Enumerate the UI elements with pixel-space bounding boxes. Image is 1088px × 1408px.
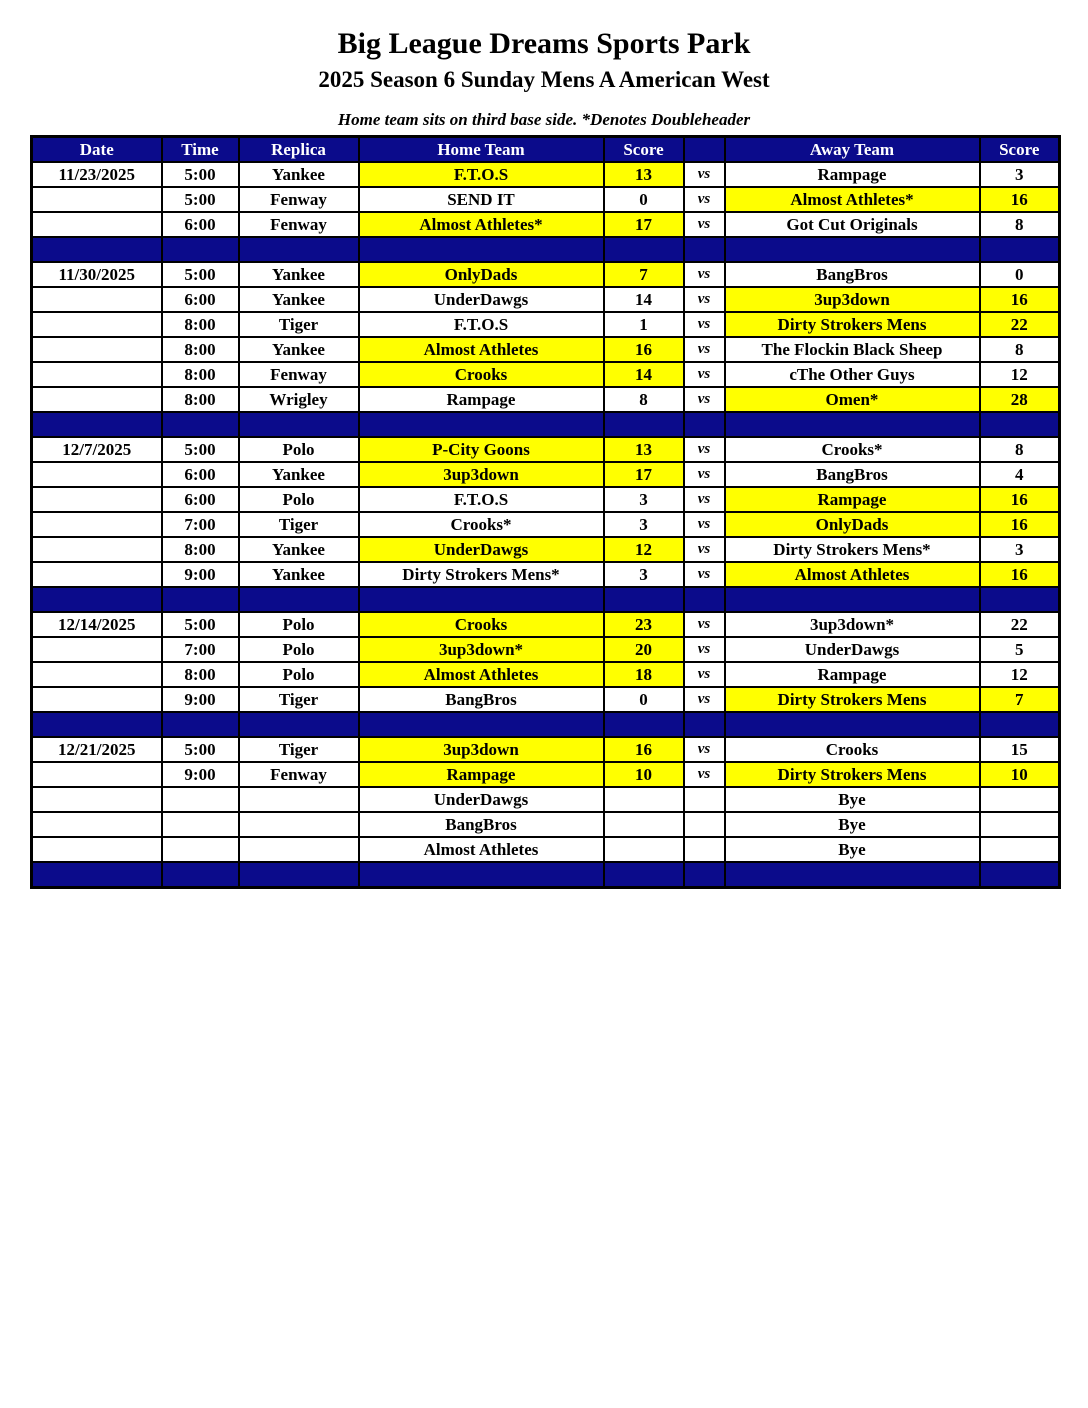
home-score-cell: 3	[604, 562, 684, 587]
separator-cell	[604, 587, 684, 612]
vs-cell: vs	[684, 262, 725, 287]
vs-cell	[684, 812, 725, 837]
separator-cell	[684, 712, 725, 737]
separator-cell	[359, 712, 604, 737]
home-score-cell: 12	[604, 537, 684, 562]
away-score-cell: 28	[980, 387, 1060, 412]
away-team-cell: 3up3down*	[725, 612, 980, 637]
game-row	[32, 637, 1060, 662]
separator-cell	[980, 587, 1060, 612]
away-team-cell: Rampage	[725, 487, 980, 512]
home-team-cell: UnderDawgs	[359, 787, 604, 812]
away-score-cell	[980, 837, 1060, 862]
game-row	[32, 612, 1060, 637]
schedule-table-body	[32, 162, 1060, 888]
game-row	[32, 312, 1060, 337]
vs-cell	[684, 787, 725, 812]
home-score-cell: 16	[604, 337, 684, 362]
home-score-cell: 16	[604, 737, 684, 762]
away-score-cell: 8	[980, 212, 1060, 237]
away-team-cell: Bye	[725, 812, 980, 837]
time-cell: 7:00	[162, 512, 239, 537]
replica-cell: Yankee	[239, 537, 359, 562]
separator-row	[32, 862, 1060, 888]
away-team-cell: OnlyDads	[725, 512, 980, 537]
time-cell: 6:00	[162, 212, 239, 237]
away-team-cell: cThe Other Guys	[725, 362, 980, 387]
separator-row	[32, 712, 1060, 737]
home-score-cell: 3	[604, 512, 684, 537]
time-cell: 9:00	[162, 562, 239, 587]
separator-row	[32, 587, 1060, 612]
away-team-cell: Bye	[725, 837, 980, 862]
date-cell	[32, 637, 162, 662]
home-team-cell: Almost Athletes*	[359, 212, 604, 237]
schedule-table-header	[32, 137, 1060, 163]
replica-cell: Polo	[239, 662, 359, 687]
column-header-date: Date	[32, 137, 162, 163]
home-score-cell: 17	[604, 212, 684, 237]
date-cell: 12/14/2025	[32, 612, 162, 637]
home-team-cell: Crooks*	[359, 512, 604, 537]
vs-cell: vs	[684, 337, 725, 362]
date-cell	[32, 387, 162, 412]
separator-cell	[32, 237, 162, 262]
away-score-cell: 22	[980, 612, 1060, 637]
replica-cell: Tiger	[239, 687, 359, 712]
home-score-cell: 14	[604, 362, 684, 387]
separator-cell	[162, 237, 239, 262]
replica-cell: Tiger	[239, 512, 359, 537]
replica-cell: Yankee	[239, 462, 359, 487]
vs-cell: vs	[684, 737, 725, 762]
game-row	[32, 337, 1060, 362]
away-score-cell: 5	[980, 637, 1060, 662]
separator-cell	[725, 587, 980, 612]
bye-row	[32, 812, 1060, 837]
replica-cell	[239, 837, 359, 862]
time-cell: 9:00	[162, 687, 239, 712]
home-score-cell: 10	[604, 762, 684, 787]
game-row	[32, 762, 1060, 787]
date-cell	[32, 787, 162, 812]
away-team-cell: Crooks*	[725, 437, 980, 462]
home-score-cell: 8	[604, 387, 684, 412]
vs-cell: vs	[684, 687, 725, 712]
separator-cell	[604, 712, 684, 737]
page-title: Big League Dreams Sports Park	[337, 27, 751, 60]
home-score-cell: 23	[604, 612, 684, 637]
replica-cell: Yankee	[239, 337, 359, 362]
away-team-cell: Crooks	[725, 737, 980, 762]
game-row	[32, 462, 1060, 487]
date-cell	[32, 662, 162, 687]
time-cell	[162, 787, 239, 812]
home-team-cell: Almost Athletes	[359, 337, 604, 362]
game-row	[32, 687, 1060, 712]
separator-cell	[684, 587, 725, 612]
vs-cell: vs	[684, 637, 725, 662]
replica-cell: Polo	[239, 637, 359, 662]
separator-cell	[725, 862, 980, 888]
away-team-cell: Dirty Strokers Mens	[725, 762, 980, 787]
bye-row	[32, 837, 1060, 862]
replica-cell: Polo	[239, 612, 359, 637]
away-team-cell: Dirty Strokers Mens	[725, 312, 980, 337]
date-cell	[32, 687, 162, 712]
away-team-cell: UnderDawgs	[725, 637, 980, 662]
date-cell	[32, 537, 162, 562]
date-cell	[32, 212, 162, 237]
away-score-cell: 15	[980, 737, 1060, 762]
column-header-home-score: Score	[604, 137, 684, 163]
separator-cell	[239, 412, 359, 437]
away-team-cell: 3up3down	[725, 287, 980, 312]
separator-row	[32, 237, 1060, 262]
game-row	[32, 162, 1060, 187]
home-team-cell: UnderDawgs	[359, 537, 604, 562]
separator-cell	[239, 587, 359, 612]
away-score-cell: 22	[980, 312, 1060, 337]
away-team-cell: BangBros	[725, 262, 980, 287]
time-cell: 8:00	[162, 337, 239, 362]
vs-cell: vs	[684, 287, 725, 312]
separator-cell	[32, 862, 162, 888]
separator-cell	[162, 862, 239, 888]
away-score-cell: 10	[980, 762, 1060, 787]
home-team-cell: Almost Athletes	[359, 837, 604, 862]
time-cell: 8:00	[162, 387, 239, 412]
vs-cell: vs	[684, 312, 725, 337]
game-row	[32, 187, 1060, 212]
date-cell	[32, 337, 162, 362]
vs-cell: vs	[684, 437, 725, 462]
separator-cell	[980, 712, 1060, 737]
replica-cell: Polo	[239, 437, 359, 462]
separator-cell	[980, 862, 1060, 888]
date-cell	[32, 187, 162, 212]
date-cell	[32, 312, 162, 337]
time-cell: 7:00	[162, 637, 239, 662]
home-team-cell: SEND IT	[359, 187, 604, 212]
date-cell	[32, 362, 162, 387]
home-team-cell: F.T.O.S	[359, 162, 604, 187]
column-header-away-score: Score	[980, 137, 1060, 163]
game-row	[32, 387, 1060, 412]
replica-cell: Yankee	[239, 262, 359, 287]
replica-cell: Yankee	[239, 562, 359, 587]
time-cell: 5:00	[162, 262, 239, 287]
away-team-cell: Omen*	[725, 387, 980, 412]
time-cell: 8:00	[162, 312, 239, 337]
date-cell	[32, 837, 162, 862]
game-row	[32, 262, 1060, 287]
home-team-cell: F.T.O.S	[359, 312, 604, 337]
away-score-cell: 3	[980, 537, 1060, 562]
away-score-cell: 7	[980, 687, 1060, 712]
home-score-cell	[604, 812, 684, 837]
separator-cell	[980, 412, 1060, 437]
replica-cell	[239, 812, 359, 837]
separator-cell	[239, 862, 359, 888]
game-row	[32, 212, 1060, 237]
separator-cell	[684, 237, 725, 262]
vs-cell: vs	[684, 162, 725, 187]
separator-cell	[604, 237, 684, 262]
vs-cell: vs	[684, 612, 725, 637]
time-cell: 8:00	[162, 537, 239, 562]
replica-cell: Fenway	[239, 212, 359, 237]
separator-cell	[32, 587, 162, 612]
date-cell: 11/30/2025	[32, 262, 162, 287]
separator-cell	[162, 587, 239, 612]
replica-cell: Yankee	[239, 162, 359, 187]
away-team-cell: Dirty Strokers Mens*	[725, 537, 980, 562]
date-cell	[32, 562, 162, 587]
vs-cell: vs	[684, 662, 725, 687]
home-score-cell: 1	[604, 312, 684, 337]
separator-cell	[604, 412, 684, 437]
away-score-cell: 16	[980, 487, 1060, 512]
home-team-cell: OnlyDads	[359, 262, 604, 287]
home-team-cell: UnderDawgs	[359, 287, 604, 312]
replica-cell: Tiger	[239, 737, 359, 762]
away-team-cell: BangBros	[725, 462, 980, 487]
separator-cell	[604, 862, 684, 888]
page-note: Home team sits on third base side. *Denotes Doubleheader	[337, 110, 751, 129]
game-row	[32, 362, 1060, 387]
time-cell: 5:00	[162, 187, 239, 212]
replica-cell: Yankee	[239, 287, 359, 312]
game-row	[32, 662, 1060, 687]
home-team-cell: 3up3down*	[359, 637, 604, 662]
home-team-cell: Rampage	[359, 762, 604, 787]
home-team-cell: Crooks	[359, 362, 604, 387]
away-team-cell: Bye	[725, 787, 980, 812]
home-team-cell: BangBros	[359, 812, 604, 837]
date-cell	[32, 287, 162, 312]
away-score-cell	[980, 812, 1060, 837]
column-header-time: Time	[162, 137, 239, 163]
replica-cell: Wrigley	[239, 387, 359, 412]
date-cell	[32, 762, 162, 787]
time-cell: 6:00	[162, 287, 239, 312]
away-score-cell	[980, 787, 1060, 812]
time-cell: 5:00	[162, 162, 239, 187]
home-score-cell: 13	[604, 437, 684, 462]
vs-cell	[684, 837, 725, 862]
separator-cell	[32, 712, 162, 737]
home-team-cell: 3up3down	[359, 462, 604, 487]
home-score-cell: 20	[604, 637, 684, 662]
time-cell: 8:00	[162, 362, 239, 387]
schedule-table	[30, 135, 1061, 889]
home-score-cell: 18	[604, 662, 684, 687]
separator-cell	[162, 712, 239, 737]
home-score-cell: 7	[604, 262, 684, 287]
vs-cell: vs	[684, 512, 725, 537]
replica-cell	[239, 787, 359, 812]
time-cell	[162, 837, 239, 862]
away-team-cell: Almost Athletes	[725, 562, 980, 587]
separator-cell	[725, 412, 980, 437]
away-team-cell: Dirty Strokers Mens	[725, 687, 980, 712]
time-cell: 6:00	[162, 487, 239, 512]
separator-cell	[32, 412, 162, 437]
away-team-cell: Rampage	[725, 662, 980, 687]
home-score-cell: 3	[604, 487, 684, 512]
separator-cell	[359, 587, 604, 612]
time-cell: 5:00	[162, 437, 239, 462]
separator-cell	[684, 862, 725, 888]
home-score-cell: 0	[604, 687, 684, 712]
separator-cell	[239, 237, 359, 262]
replica-cell: Fenway	[239, 187, 359, 212]
separator-cell	[980, 237, 1060, 262]
away-score-cell: 16	[980, 512, 1060, 537]
time-cell: 5:00	[162, 612, 239, 637]
column-header-home-team: Home Team	[359, 137, 604, 163]
home-score-cell: 13	[604, 162, 684, 187]
vs-cell: vs	[684, 762, 725, 787]
date-cell: 12/21/2025	[32, 737, 162, 762]
replica-cell: Polo	[239, 487, 359, 512]
away-team-cell: Rampage	[725, 162, 980, 187]
date-cell	[32, 812, 162, 837]
vs-cell: vs	[684, 562, 725, 587]
away-score-cell: 8	[980, 437, 1060, 462]
separator-cell	[359, 862, 604, 888]
vs-cell: vs	[684, 212, 725, 237]
column-header-replica: Replica	[239, 137, 359, 163]
separator-cell	[725, 237, 980, 262]
date-cell	[32, 462, 162, 487]
vs-cell: vs	[684, 187, 725, 212]
separator-cell	[725, 712, 980, 737]
game-row	[32, 562, 1060, 587]
replica-cell: Fenway	[239, 762, 359, 787]
home-team-cell: Crooks	[359, 612, 604, 637]
away-score-cell: 16	[980, 287, 1060, 312]
home-score-cell: 14	[604, 287, 684, 312]
header-row	[32, 137, 1060, 163]
away-team-cell: The Flockin Black Sheep	[725, 337, 980, 362]
vs-cell: vs	[684, 362, 725, 387]
separator-cell	[684, 412, 725, 437]
game-row	[32, 287, 1060, 312]
time-cell: 6:00	[162, 462, 239, 487]
away-team-cell: Almost Athletes*	[725, 187, 980, 212]
date-cell: 11/23/2025	[32, 162, 162, 187]
column-header-vs	[684, 137, 725, 163]
home-team-cell: BangBros	[359, 687, 604, 712]
time-cell	[162, 812, 239, 837]
separator-cell	[359, 412, 604, 437]
home-team-cell: 3up3down	[359, 737, 604, 762]
date-cell: 12/7/2025	[32, 437, 162, 462]
away-score-cell: 3	[980, 162, 1060, 187]
away-score-cell: 16	[980, 562, 1060, 587]
date-cell	[32, 487, 162, 512]
game-row	[32, 437, 1060, 462]
home-team-cell: Dirty Strokers Mens*	[359, 562, 604, 587]
away-score-cell: 8	[980, 337, 1060, 362]
column-header-away-team: Away Team	[725, 137, 980, 163]
separator-cell	[239, 712, 359, 737]
game-row	[32, 487, 1060, 512]
separator-row	[32, 412, 1060, 437]
vs-cell: vs	[684, 487, 725, 512]
away-score-cell: 4	[980, 462, 1060, 487]
away-team-cell: Got Cut Originals	[725, 212, 980, 237]
separator-cell	[162, 412, 239, 437]
home-score-cell: 17	[604, 462, 684, 487]
home-team-cell: Rampage	[359, 387, 604, 412]
home-score-cell	[604, 837, 684, 862]
home-team-cell: Almost Athletes	[359, 662, 604, 687]
replica-cell: Fenway	[239, 362, 359, 387]
home-score-cell	[604, 787, 684, 812]
vs-cell: vs	[684, 537, 725, 562]
away-score-cell: 12	[980, 362, 1060, 387]
home-team-cell: F.T.O.S	[359, 487, 604, 512]
header-block	[0, 0, 1088, 130]
time-cell: 8:00	[162, 662, 239, 687]
date-cell	[32, 512, 162, 537]
away-score-cell: 0	[980, 262, 1060, 287]
away-score-cell: 12	[980, 662, 1060, 687]
page-subtitle: 2025 Season 6 Sunday Mens A American West	[318, 67, 770, 92]
home-score-cell: 0	[604, 187, 684, 212]
game-row	[32, 512, 1060, 537]
separator-cell	[359, 237, 604, 262]
game-row	[32, 537, 1060, 562]
vs-cell: vs	[684, 387, 725, 412]
time-cell: 9:00	[162, 762, 239, 787]
time-cell: 5:00	[162, 737, 239, 762]
game-row	[32, 737, 1060, 762]
away-score-cell: 16	[980, 187, 1060, 212]
home-team-cell: P-City Goons	[359, 437, 604, 462]
replica-cell: Tiger	[239, 312, 359, 337]
bye-row	[32, 787, 1060, 812]
vs-cell: vs	[684, 462, 725, 487]
